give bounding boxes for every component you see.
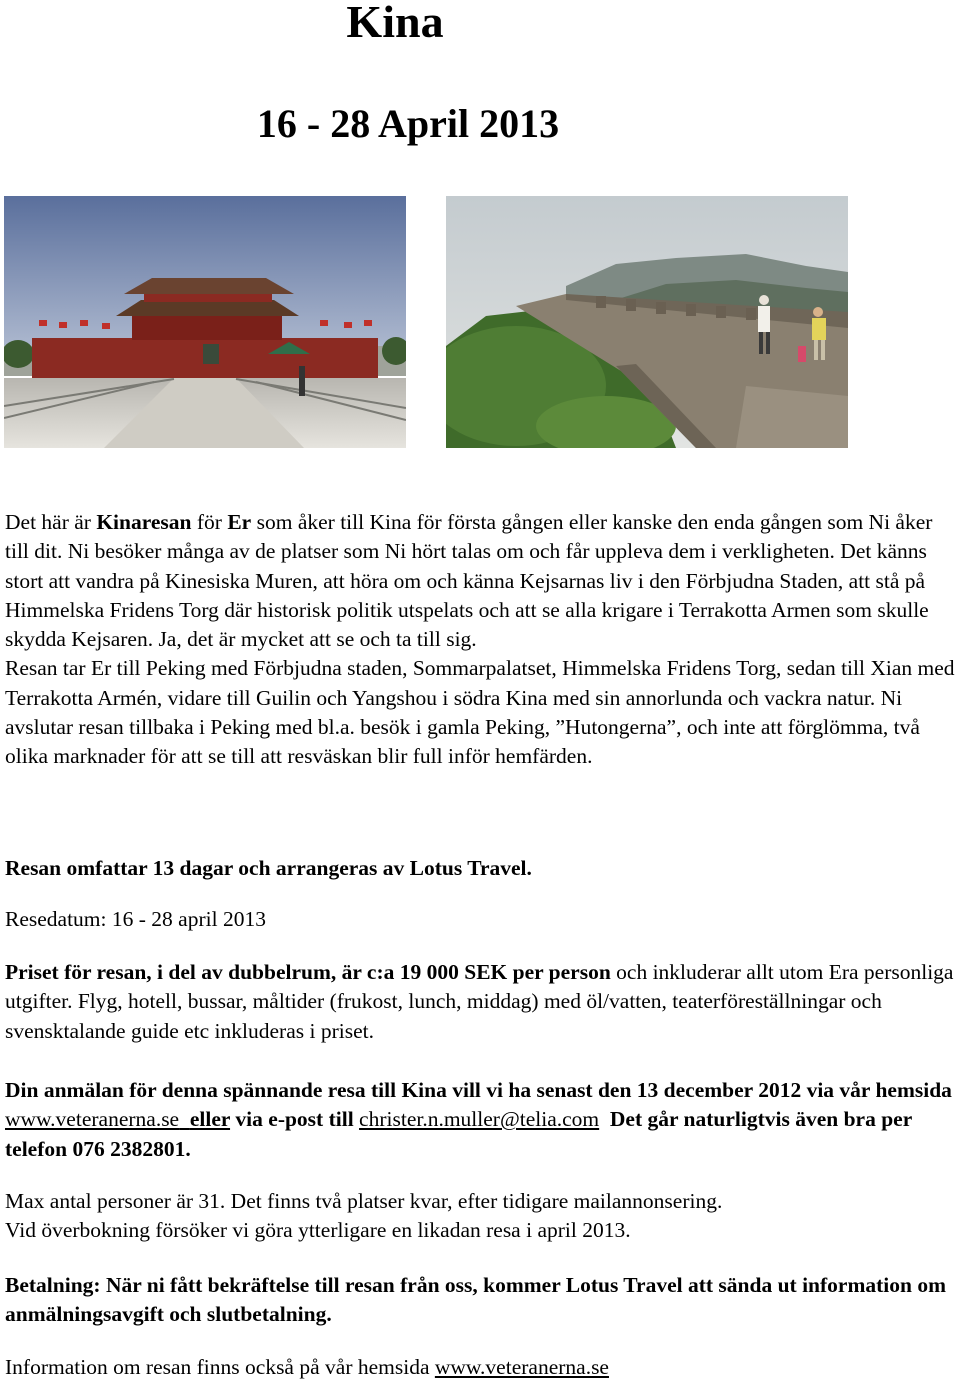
signup-text: via e-post till — [230, 1107, 360, 1132]
travel-dates: Resedatum: 16 - 28 april 2013 — [5, 907, 266, 931]
website-link-footer[interactable]: www.veteranerna.se — [434, 1355, 609, 1379]
page-title: Kina — [346, 0, 444, 47]
intro-emphasis-er: Er — [227, 510, 252, 534]
intro-text: Det här är — [5, 510, 97, 534]
travel-dates-heading: 16 - 28 April 2013 — [256, 101, 560, 146]
great-wall-photo — [446, 196, 848, 448]
intro-text: som åker till Kina för första gången eller kanske den enda gången som Ni åker till dit. Ni besöker många av de platser som Ni hört talas om och får uppleva dem i verkligheten. Det känns stort att vandra på Kinesiska Muren, att höra om och känna Kejsarnas liv i den Förbjudna Staden, att stå på Himmelska Fridens Torg där historisk politik utspelats och att se alla krigare i Terrakotta Armen som skulle skydda Kejsaren. Ja, det är mycket att se och ta till sig. — [5, 510, 933, 652]
email-link[interactable]: christer.n.muller@telia.com — [359, 1107, 600, 1132]
signup-text: Det går naturligtvis även bra per telefon 076 2382801. — [5, 1107, 918, 1161]
intro-text: för — [191, 510, 228, 534]
price-highlight: Priset för resan, i del av dubbelrum, är c:a 19 000 SEK per person — [5, 960, 611, 984]
intro-emphasis-kinaresan: Kinaresan — [96, 510, 192, 534]
capacity-section — [5, 1187, 957, 1246]
signup-paragraph — [5, 1076, 957, 1164]
itinerary-paragraph: Resan tar Er till Peking med Förbjudna staden, Sommarpalatset, Himmelska Fridens Torg, sedan till Xian med Terrakotta Armén, vidare till Guilin och Yangshou i södra Kina med sin annorlunda och vackra natur. Ni avslutar resan tillbaka i Peking med bl.a. besök i gamla Peking, ”Hutongerna”, och inte att förglömma, två olika marknader för att se till att resväskan blir full inför hemfärden. — [5, 656, 955, 769]
info-text: Information om resan finns också på vår hemsida — [5, 1355, 435, 1379]
website-link[interactable]: www.veteranerna.se — [5, 1107, 180, 1132]
tiananmen-gate-photo — [4, 196, 406, 448]
signup-text: Din anmälan för denna spännande resa till Kina vill vi ha senast den 13 december 2012 via vår hemsida — [5, 1078, 952, 1102]
signup-spacer — [179, 1107, 190, 1131]
info-paragraph — [5, 1353, 957, 1382]
capacity-line: Max antal personer är 31. Det finns två platser kvar, efter tidigare mailannonsering. — [5, 1189, 723, 1213]
price-details: och inkluderar allt utom Era personliga utgifter. Flyg, hotell, bussar, måltider (frukost, lunch, middag) med öl/vatten, teaterföreställningar och svensktalande guide etc inkluderas i priset. — [5, 960, 954, 1043]
overbooking-line: Vid överbokning försöker vi göra ytterligare en likadan resa i april 2013. — [5, 1218, 631, 1243]
trip-summary: Resan omfattar 13 dagar och arrangeras av Lotus Travel. — [5, 856, 532, 880]
price-paragraph — [5, 958, 957, 1046]
intro-paragraph — [5, 508, 957, 654]
signup-eller: eller — [189, 1107, 231, 1132]
payment-paragraph: Betalning: När ni fått bekräftelse till resan från oss, kommer Lotus Travel att sända ut information om anmälningsavgift och slutbetalning. — [5, 1273, 946, 1327]
intro-section — [5, 508, 957, 772]
